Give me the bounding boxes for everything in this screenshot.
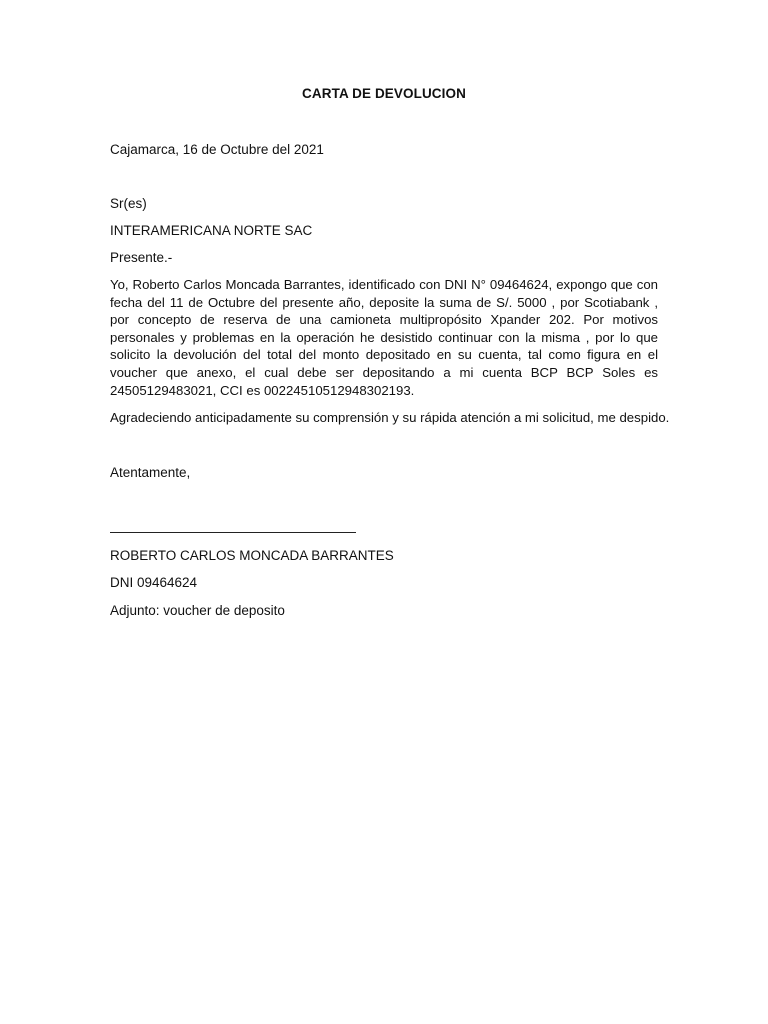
attachment-note: Adjunto: voucher de deposito	[110, 603, 285, 618]
closing-paragraph: Agradeciendo anticipadamente su comprensión y su rápida atención a mi solicitud, me despido.	[110, 410, 670, 425]
body-paragraph: Yo, Roberto Carlos Moncada Barrantes, identificado con DNI N° 09464624, expongo que con fecha del 11 de Octubre del presente año, deposite la suma de S/. 5000 , por Scotiabank , por concepto de reserva de una camioneta multipropósito Xpander 202. Por motivos personales y problemas en la operación he desistido continuar con la misma , por lo que solicito la devolución del total del monto depositado en su cuenta, tal como figura en el voucher que anexo, el cual debe ser depositando a mi cuenta BCP BCP Soles es 24505129483021, CCI es 00224510512948302193.	[110, 277, 658, 398]
greeting: Presente.-	[110, 250, 173, 265]
recipient-name: INTERAMERICANA NORTE SAC	[110, 223, 313, 238]
letter-title: CARTA DE DEVOLUCION	[302, 86, 466, 101]
place-date: Cajamarca, 16 de Octubre del 2021	[110, 142, 324, 157]
signature-line	[110, 532, 356, 533]
signer-id: DNI 09464624	[110, 575, 198, 590]
signer-name: ROBERTO CARLOS MONCADA BARRANTES	[110, 548, 394, 563]
valediction: Atentamente,	[110, 465, 191, 480]
salutation: Sr(es)	[110, 196, 147, 211]
